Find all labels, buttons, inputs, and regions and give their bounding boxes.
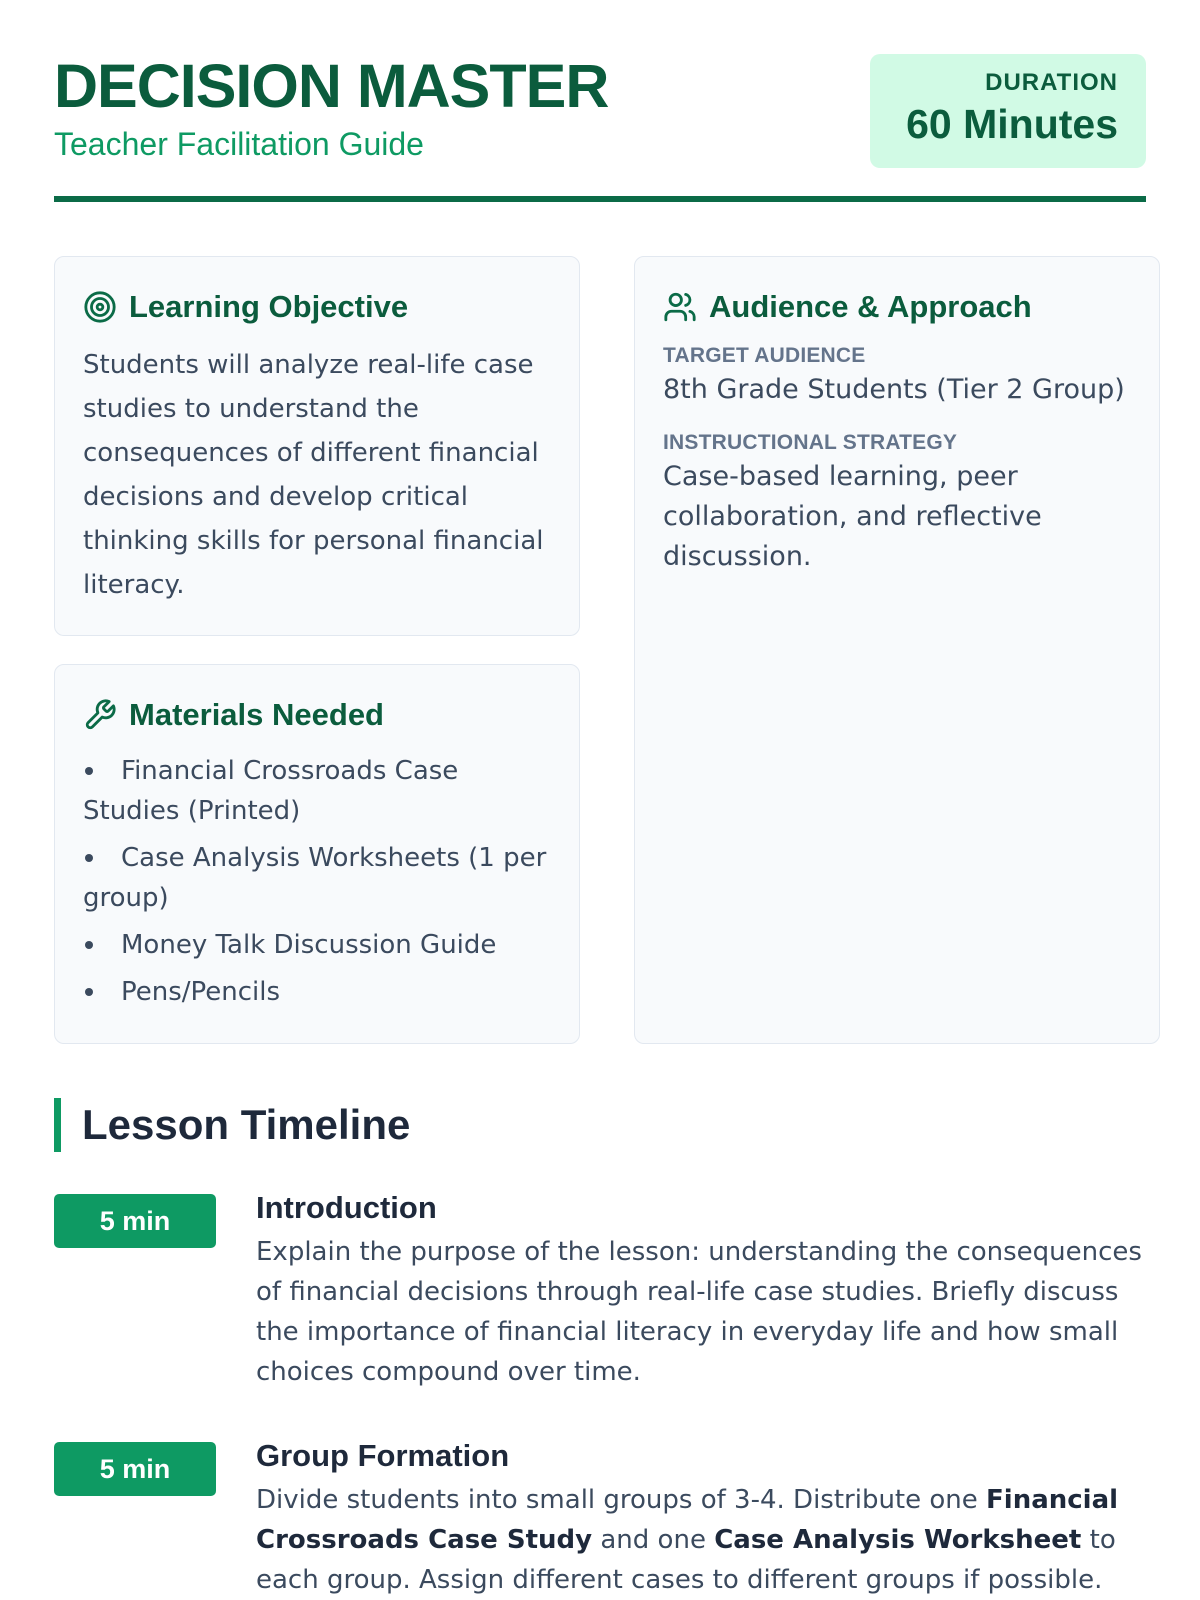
step-text-part: and one — [592, 1525, 715, 1555]
learning-objective-card — [54, 256, 580, 636]
strategy-label: INSTRUCTIONAL STRATEGY — [663, 431, 958, 455]
materials-card — [54, 664, 580, 1044]
learning-objective-title: Learning Objective — [129, 289, 409, 324]
step-description: Explain the purpose of the lesson: understanding the consequences of financial decisions through real-life case studies. Briefly discuss the importance of financial literacy in everyday life and how small choices compound over time. — [256, 1237, 1142, 1387]
worksheet-name: Case Analysis Worksheet — [714, 1525, 1082, 1555]
audience-card — [634, 256, 1160, 1044]
strategy-value: Case-based learning, peer collaboration, and reflective discussion. — [663, 461, 1042, 573]
duration-value: 60 Minutes — [906, 101, 1118, 148]
page-title: DECISION MASTER — [54, 52, 609, 120]
step-title: Group Formation — [256, 1438, 510, 1473]
page-header — [54, 50, 1146, 202]
step-text-part: Divide students into small groups of 3-4. Distribute one — [256, 1485, 987, 1515]
materials-title: Materials Needed — [129, 697, 384, 732]
materials-header — [83, 695, 551, 735]
time-badge: 5 min — [54, 1442, 216, 1496]
time-badge: 5 min — [54, 1194, 216, 1248]
materials-item: Money Talk Discussion Guide — [83, 925, 551, 965]
materials-list — [83, 751, 551, 1012]
wrench-icon — [83, 698, 117, 732]
target-audience-value: 8th Grade Students (Tier 2 Group) — [663, 374, 1125, 406]
audience-header — [663, 287, 1131, 327]
users-icon — [663, 290, 697, 324]
learning-objective-header — [83, 287, 551, 327]
materials-item: Financial Crossroads Case Studies (Printed) — [83, 751, 551, 831]
learning-objective-text: Students will analyze real-life case studies to understand the consequences of different financial decisions and develop critical thinking skills for personal financial literacy. — [83, 350, 544, 600]
timeline-heading: Lesson Timeline — [54, 1098, 410, 1152]
case-study-name: Financial Crossroads Case Study — [256, 1485, 1119, 1555]
materials-item: Pens/Pencils — [83, 972, 551, 1012]
target-audience-label: TARGET AUDIENCE — [663, 344, 866, 367]
audience-title: Audience & Approach — [709, 289, 1032, 324]
step-title: Introduction — [256, 1190, 437, 1225]
step-content — [256, 1186, 1160, 1392]
materials-item: Case Analysis Worksheets (1 per group) — [83, 838, 551, 918]
page-subtitle: Teacher Facilitation Guide — [54, 126, 424, 162]
target-icon — [83, 290, 117, 324]
step-content — [256, 1434, 1160, 1600]
duration-label: DURATION — [985, 69, 1118, 96]
duration-badge — [870, 54, 1146, 168]
step-description — [256, 1480, 1160, 1600]
step-text-part: to each group. Assign different cases to different groups if possible. — [256, 1525, 1116, 1595]
